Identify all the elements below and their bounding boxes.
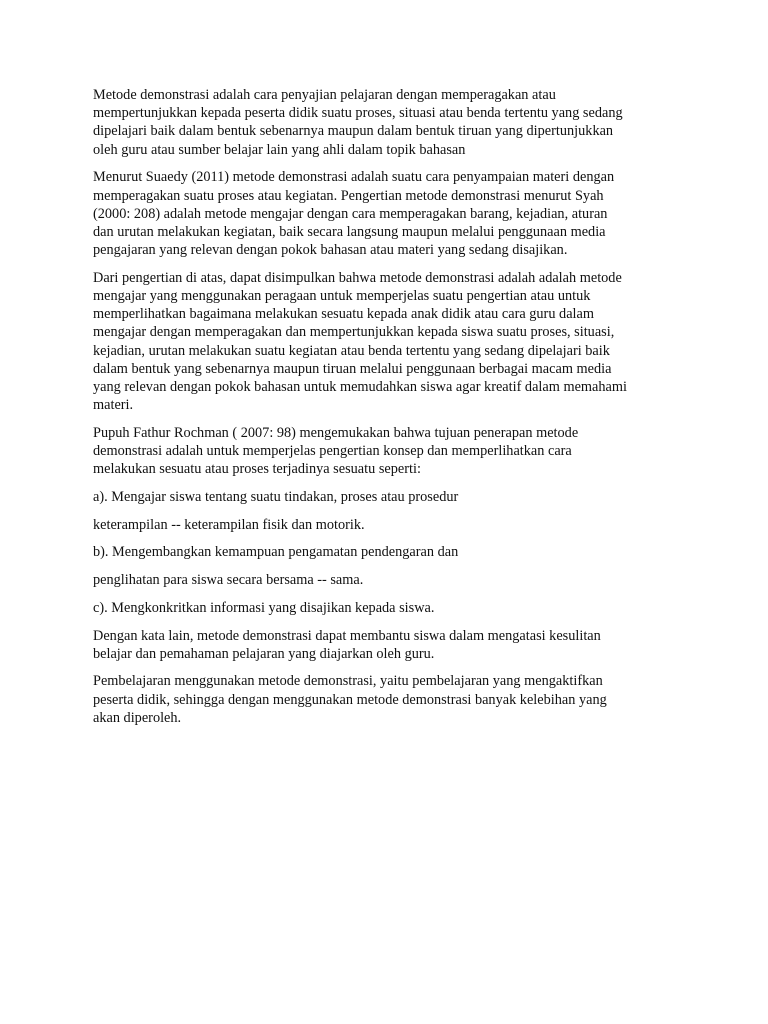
text-line: (2000: 208) adalah metode mengajar dengan cara memperagakan barang, kejadian, aturan bbox=[93, 205, 608, 222]
text-line: pengajaran yang relevan dengan pokok bahasan atau materi yang sedang disajikan. bbox=[93, 242, 568, 259]
text-line: Menurut Suaedy (2011) metode demonstrasi adalah suatu cara penyampaian materi dengan bbox=[93, 169, 615, 186]
paragraph-conclusion bbox=[93, 269, 683, 415]
list-item-b bbox=[93, 543, 683, 561]
text-line: yang relevan dengan pokok bahasan untuk memudahkan siswa agar kreatif dalam memahami bbox=[93, 379, 627, 396]
text-line: a). Mengajar siswa tentang suatu tindakan, proses atau prosedur bbox=[93, 489, 459, 506]
text-line: Dari pengertian di atas, dapat disimpulkan bahwa metode demonstrasi adalah adalah metode bbox=[93, 269, 622, 286]
list-item-c bbox=[93, 599, 683, 617]
text-line: Metode demonstrasi adalah cara penyajian pelajaran dengan memperagakan atau bbox=[93, 87, 556, 103]
text-line: dalam bentuk yang sebenarnya maupun tiruan melalui penggunaan berbagai macam media bbox=[93, 360, 612, 377]
text-line: akan diperoleh. bbox=[93, 709, 182, 726]
text-line: keterampilan -- keterampilan fisik dan motorik. bbox=[93, 516, 365, 533]
text-line: peserta didik, sehingga dengan menggunakan metode demonstrasi banyak kelebihan yang bbox=[93, 691, 607, 708]
text-line: c). Mengkonkritkan informasi yang disajikan kepada siswa. bbox=[93, 599, 435, 616]
paragraph-rochman bbox=[93, 424, 683, 479]
text-line: mengajar dengan memperagakan dan mempertunjukkan kepada siswa suatu proses, situasi, bbox=[93, 324, 615, 341]
text-line: memperlihatkan bagaimana melakukan sesuatu kepada anak didik atau cara guru dalam bbox=[93, 306, 594, 323]
text-line: melakukan sesuatu atau proses terjadinya sesuatu seperti: bbox=[93, 461, 421, 478]
paragraph-definition bbox=[93, 86, 683, 159]
text-line: dipelajari baik dalam bentuk sebenarnya maupun dalam bentuk tiruan yang dipertunjukkan bbox=[93, 123, 614, 140]
paragraph-learning bbox=[93, 672, 683, 727]
text-line: demonstrasi adalah untuk memperjelas pengertian konsep dan memperlihatkan cara bbox=[93, 443, 572, 460]
text-line: kejadian, urutan melakukan suatu kegiatan atau benda tertentu yang sedang dipelajari baik bbox=[93, 342, 610, 359]
list-item-a-continuation bbox=[93, 516, 683, 534]
list-item-b-continuation bbox=[93, 571, 683, 589]
text-line: oleh guru atau sumber belajar lain yang ahli dalam topik bahasan bbox=[93, 141, 466, 158]
text-line: Dengan kata lain, metode demonstrasi dapat membantu siswa dalam mengatasi kesulitan bbox=[93, 627, 601, 644]
text-line: Pupuh Fathur Rochman ( 2007: 98) mengemukakan bahwa tujuan penerapan metode bbox=[93, 424, 579, 441]
paragraph-suaedy bbox=[93, 168, 683, 259]
paragraph-in-other-words bbox=[93, 627, 683, 663]
text-line: belajar dan pemahaman pelajaran yang diajarkan oleh guru. bbox=[93, 645, 435, 662]
text-line: Pembelajaran menggunakan metode demonstrasi, yaitu pembelajaran yang mengaktifkan bbox=[93, 673, 603, 690]
text-line: mengajar yang menggunakan peragaan untuk memperjelas suatu pengertian atau untuk bbox=[93, 288, 591, 305]
list-item-a bbox=[93, 488, 683, 506]
text-line: b). Mengembangkan kemampuan pengamatan pendengaran dan bbox=[93, 544, 459, 561]
text-line: materi. bbox=[93, 397, 134, 414]
document-page bbox=[93, 86, 683, 737]
text-line: dan urutan melakukan kegiatan, baik secara langsung maupun melalui penggunaan media bbox=[93, 223, 606, 240]
text-line: mempertunjukkan kepada peserta didik suatu proses, situasi atau benda tertentu yang sedang bbox=[93, 105, 623, 122]
text-line: memperagakan suatu proses atau kegiatan. Pengertian metode demonstrasi menurut Syah bbox=[93, 187, 604, 204]
text-line: penglihatan para siswa secara bersama -- sama. bbox=[93, 572, 364, 589]
